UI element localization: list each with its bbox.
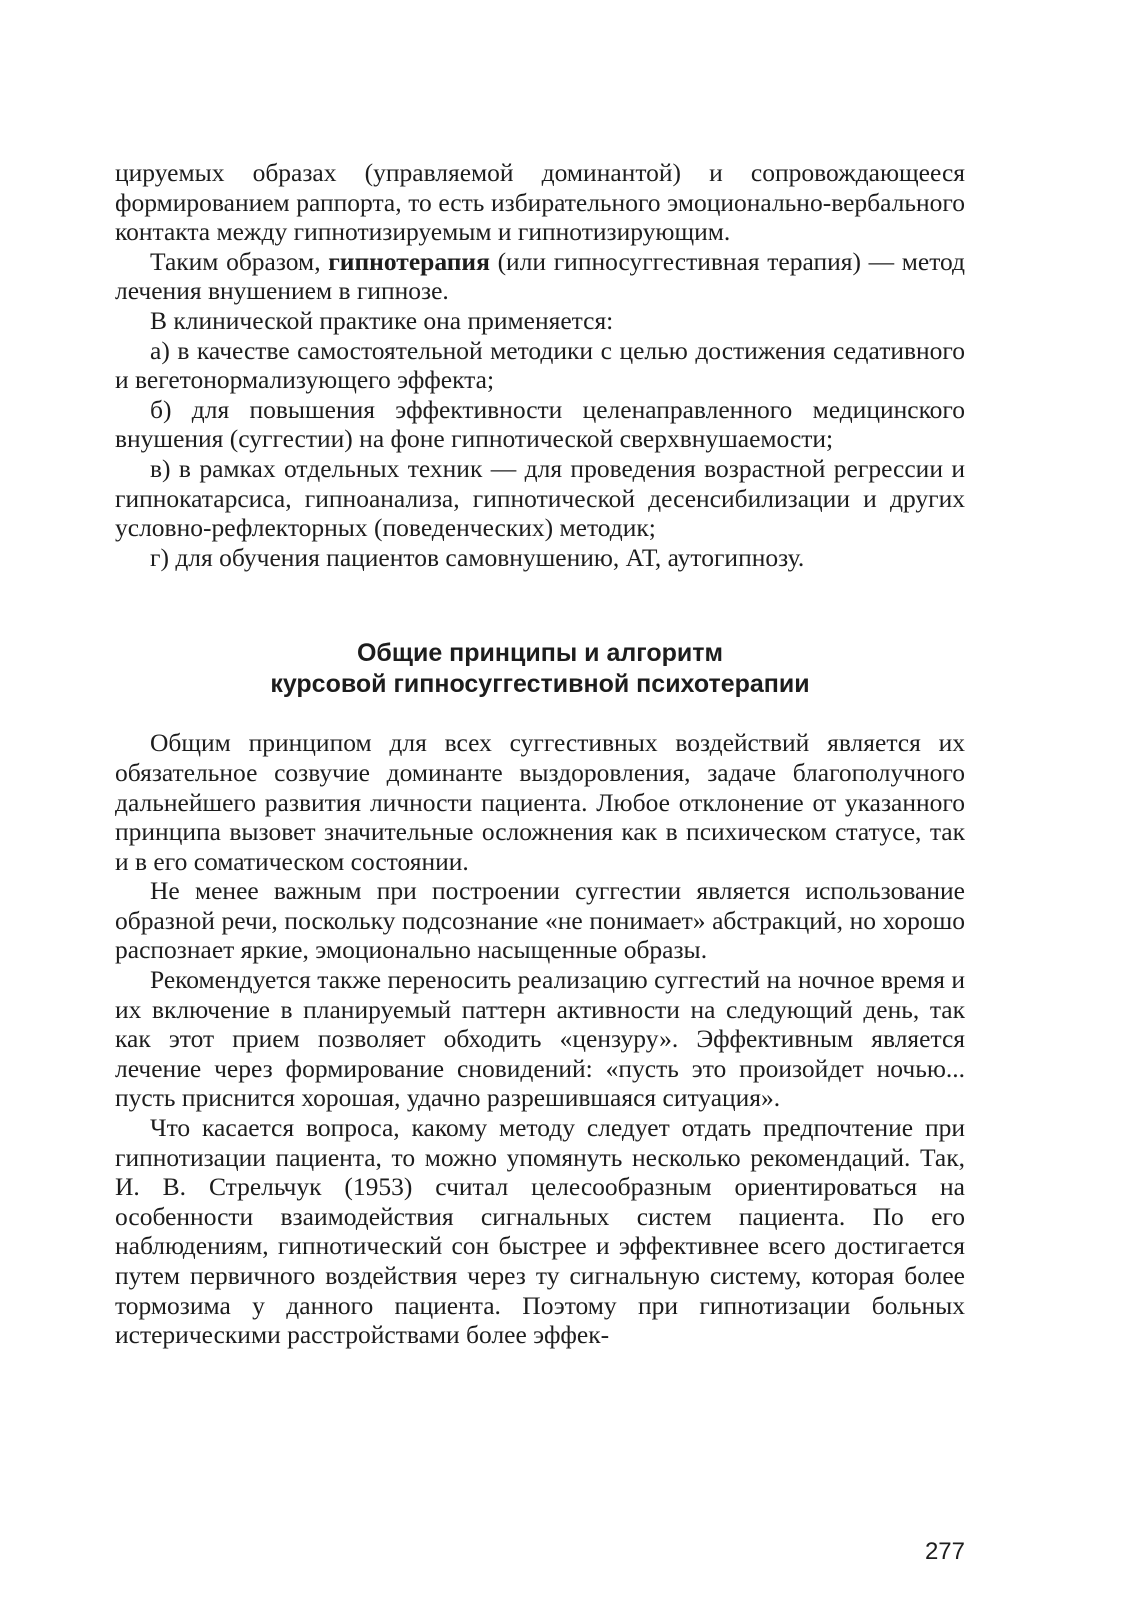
page-body xyxy=(115,158,965,1350)
list-item-b: б) для повышения эффективности целенаправленного медицинского внушения (суггестии) на фоне гипнотической сверхвнушаемости; xyxy=(115,394,965,454)
list-item-c: в) в рамках отдельных техник — для проведения возрастной регрессии и гипнокатарсиса, гипноанализа, гипнотической десенсибилизации и других условно-рефлекторных (поведенческих) методик; xyxy=(115,453,965,543)
list-item-d: г) для обучения пациентов самовнушению, АТ, аутогипнозу. xyxy=(150,542,805,572)
paragraph-method-preference: Что касается вопроса, какому методу следует отдать предпочтение при гипнотизации пациента, то можно упомянуть несколько рекомендаций. Так, И. В. Стрельчук (1953) считал целесообразным ориентироваться на особенности взаимодействия сигнальных систем пациента. По его наблюдениям, гипнотический сон быстрее и эффективнее всего достигается путем первичного воздействия через ту сигнальную систему, которая более тормозима у данного пациента. Поэтому при гипнотизации больных истерическими расстройствами более эффек- xyxy=(115,1113,965,1350)
page-number: 277 xyxy=(924,1538,965,1565)
text-run: (или гипносуггестивная терапия) — метод лечения внушением в гипнозе. xyxy=(115,246,965,306)
paragraph-hypnotherapy-definition xyxy=(115,247,965,306)
term-bold: гипнотерапия xyxy=(328,246,490,276)
paragraph-night-suggestion: Рекомендуется также переносить реализацию суггестий на ночное время и их включение в планируемый паттерн активности на следующий день, так как этот прием позволяет обходить «цензуру». Эффективным является лечение через формирование сновидений: «пусть это произойдет ночью... пусть приснится хорошая, удачно разрешившаяся ситуация». xyxy=(115,965,965,1113)
section-heading-line-2: курсовой гипносуггестивной психотерапии xyxy=(270,670,810,699)
paragraph-clinical-practice: В клинической практике она применяется: xyxy=(150,305,614,335)
paragraph-figurative-speech: Не менее важным при построении суггестии является использование образной речи, поскольку подсознание «не понимает» абстракций, но хорошо распознает яркие, эмоционально насыщенные образы. xyxy=(115,876,965,965)
paragraph-general-principle: Общим принципом для всех суггестивных воздействий является их обязательное созвучие доминанте выздоровления, задаче благополучного дальнейшего развития личности пациента. Любое отклонение от указанного принципа вызовет значительные осложнения как в психическом статусе, так и в его соматическом состоянии. xyxy=(115,728,965,876)
paragraph-continued: цируемых образах (управляемой доминантой) и сопровождающееся формированием раппорта, то есть избирательного эмоционально-вербального контакта между гипнотизируемым и гипнотизирующим. xyxy=(115,158,965,247)
section-heading-line-1: Общие принципы и алгоритм xyxy=(356,639,723,668)
text-run: Таким образом, xyxy=(150,246,329,276)
list-item-a: а) в качестве самостоятельной методики с целью достижения седативного и вегетонормализующего эффекта; xyxy=(115,335,965,395)
section-heading xyxy=(115,638,965,700)
